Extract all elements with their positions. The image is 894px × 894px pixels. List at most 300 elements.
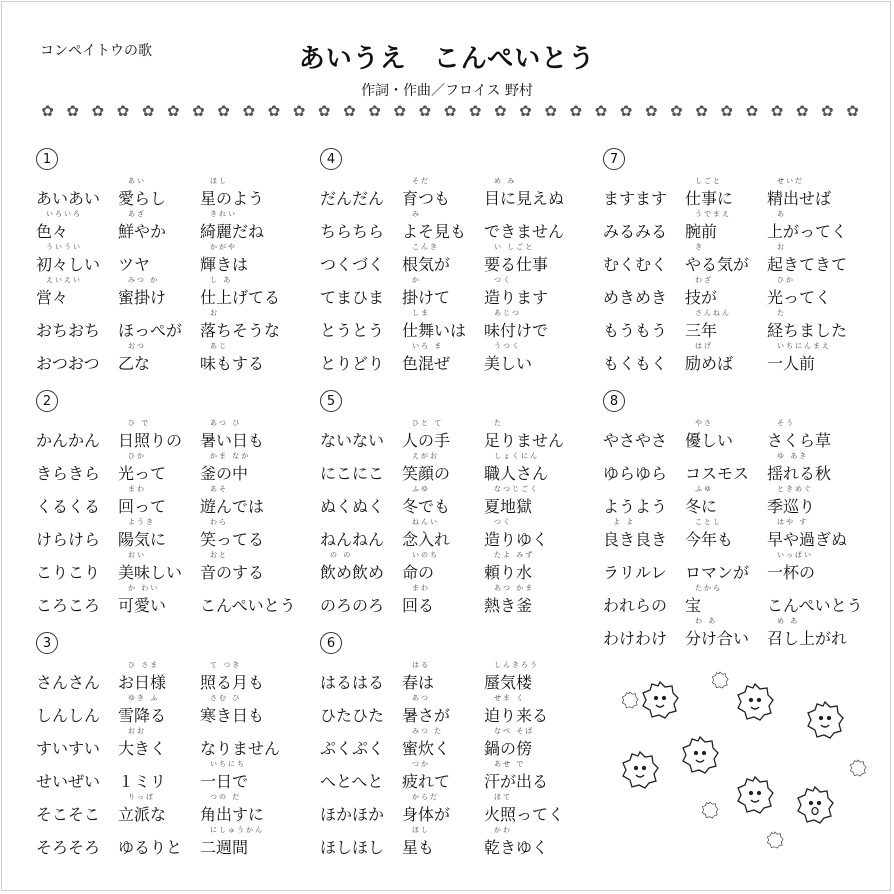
page-title: あいうえ こんぺいとう [298, 44, 596, 74]
furigana: たよ みず [494, 551, 535, 559]
lyric-text: 冬でも [402, 497, 451, 516]
furigana: はる [412, 661, 430, 669]
lyric-text: 営々 [36, 288, 69, 307]
lyric-word [484, 484, 594, 517]
lyric-word [200, 341, 310, 374]
lyric-word [118, 176, 200, 209]
lyric-word [484, 308, 594, 341]
furigana [320, 242, 402, 252]
lyric-text: 起きてきて [767, 255, 848, 274]
lyric-word [767, 242, 877, 275]
furigana: あつ かま [494, 584, 535, 592]
lyric-word [685, 308, 767, 341]
lyric-text: 経ちました [767, 321, 848, 340]
lyric-line [36, 517, 310, 550]
lyric-text: ロマンが [685, 563, 750, 582]
furigana [320, 693, 402, 703]
lyric-text: 色々 [36, 222, 69, 241]
lyric-word [685, 418, 767, 451]
lyric-text: 寒き日も [200, 706, 265, 725]
furigana [603, 484, 685, 494]
lyric-text: 蜜掛け [118, 288, 167, 307]
lyric-line [320, 275, 594, 308]
lyric-text: 鮮やか [118, 222, 167, 241]
lyric-word [767, 583, 877, 616]
furigana: そう [777, 419, 795, 427]
lyric-text: 宝 [685, 596, 702, 615]
lyric-line [320, 825, 594, 858]
lyric-text: へとへと [320, 772, 384, 791]
furigana: あざ [128, 210, 146, 218]
lyric-line [603, 308, 877, 341]
flower-icon: ✿ [720, 102, 733, 120]
konpeito-character [798, 787, 833, 823]
lyric-text: 一杯の [767, 563, 816, 582]
lyric-text: けらけら [36, 530, 101, 549]
lyric-text: さんさん [36, 673, 101, 692]
lyric-text: われらの [603, 596, 668, 615]
lyric-text: 造ります [484, 288, 549, 307]
furigana: あじ [210, 342, 228, 350]
furigana [36, 660, 118, 670]
furigana: みつ た [412, 727, 444, 735]
furigana [36, 451, 118, 461]
lyric-text: 星のよう [200, 189, 265, 208]
lyric-word [320, 176, 402, 209]
lyric-text: 三年 [685, 321, 718, 340]
lyric-line [603, 517, 877, 550]
lyric-word [200, 583, 310, 616]
lyric-line [320, 341, 594, 374]
lyric-line [36, 242, 310, 275]
lyric-line [603, 583, 877, 616]
lyric-text: てまひま [320, 288, 385, 307]
furigana: み [412, 210, 421, 218]
lyric-word [200, 825, 310, 858]
lyric-text: わけわけ [603, 629, 668, 648]
flower-icon: ✿ [317, 102, 331, 120]
verse-4 [320, 148, 594, 374]
furigana [603, 550, 685, 560]
lyric-word [118, 660, 200, 693]
furigana [36, 176, 118, 186]
lyric-line [36, 308, 310, 341]
lyric-text: ゆらゆら [603, 464, 668, 483]
konpeito-characters-illustration [610, 660, 870, 860]
lyric-word [603, 275, 685, 308]
lyric-word [402, 550, 484, 583]
lyric-word [767, 275, 877, 308]
lyric-text: 技が [685, 288, 718, 307]
furigana: ほて [494, 793, 512, 801]
furigana: て つき [210, 661, 242, 669]
lyric-word [320, 209, 402, 242]
flower-border [40, 104, 860, 124]
small-star [702, 802, 718, 818]
lyric-word [685, 550, 767, 583]
lyric-text: しんしん [36, 706, 101, 725]
lyric-text: 春は [402, 673, 435, 692]
lyric-line [36, 484, 310, 517]
lyric-text: 念入れ [402, 530, 451, 549]
lyric-word [320, 792, 402, 825]
lyric-word [484, 275, 594, 308]
lyric-word [603, 209, 685, 242]
furigana [36, 418, 118, 428]
lyric-word [603, 341, 685, 374]
furigana: ひか [128, 452, 146, 460]
furigana: えいえい [46, 276, 82, 284]
furigana [200, 583, 310, 593]
lyric-word [200, 242, 310, 275]
lyric-word [685, 341, 767, 374]
furigana [603, 418, 685, 428]
flower-icon: ✿ [418, 102, 432, 120]
lyric-line [603, 451, 877, 484]
lyric-text: 日照りの [118, 431, 183, 450]
flower-icon: ✿ [594, 102, 608, 120]
furigana [484, 209, 594, 219]
furigana: かわ [494, 826, 512, 834]
furigana: ゆ あき [777, 452, 809, 460]
verse-6 [320, 632, 594, 858]
furigana [320, 209, 402, 219]
furigana [320, 176, 402, 186]
lyric-word [685, 484, 767, 517]
furigana: まわ [128, 485, 146, 493]
furigana [320, 341, 402, 351]
furigana: そだ [412, 177, 430, 185]
lyric-text: 色混ぜ [402, 354, 451, 373]
furigana [200, 726, 310, 736]
lyric-word [118, 792, 200, 825]
lyric-text: 掛けて [402, 288, 451, 307]
furigana: にしゅうかん [210, 826, 264, 834]
lyric-word [320, 275, 402, 308]
lyric-text: 初々しい [36, 255, 101, 274]
lyric-word [402, 759, 484, 792]
lyric-word [118, 726, 200, 759]
lyric-word [603, 308, 685, 341]
lyric-text: のろのろ [320, 596, 385, 615]
lyric-word [402, 693, 484, 726]
lyric-text: 人の手 [402, 431, 451, 450]
lyric-line [603, 550, 877, 583]
lyric-text: 蜜炊く [402, 739, 451, 758]
furigana: うつく [494, 342, 521, 350]
lyric-word [320, 418, 402, 451]
lyric-word [36, 242, 118, 275]
flower-icon: ✿ [468, 102, 482, 120]
lyric-text: おつおつ [36, 354, 100, 373]
lyric-word [36, 517, 118, 550]
furigana: いのち [412, 551, 439, 559]
furigana: し あ [210, 276, 233, 284]
lyric-word [484, 792, 594, 825]
furigana [118, 825, 200, 835]
furigana: ひと て [412, 419, 444, 427]
furigana [320, 275, 402, 285]
furigana: なべ そば [494, 727, 535, 735]
lyric-text: ツヤ [118, 255, 151, 274]
lyric-word [767, 418, 877, 451]
furigana: こんき [412, 243, 439, 251]
flower-icon: ✿ [795, 102, 809, 120]
lyric-word [118, 693, 200, 726]
lyric-text: 光って [118, 464, 167, 483]
lyric-text: 揺れる秋 [767, 464, 832, 483]
lyric-line [320, 176, 594, 209]
lyric-text: ほしほし [320, 838, 385, 857]
lyric-line [36, 209, 310, 242]
furigana [320, 759, 402, 769]
lyric-text: １ミリ [118, 772, 167, 791]
lyric-text: ひたひた [320, 706, 385, 725]
lyric-text: 迫り来る [484, 706, 549, 725]
furigana: はげ [695, 342, 713, 350]
verse-1 [36, 148, 310, 374]
furigana: いろいろ [46, 210, 82, 218]
verse-number: 5 [320, 390, 342, 412]
lyric-word [200, 726, 310, 759]
lyric-word [118, 550, 200, 583]
furigana: ほし [412, 826, 430, 834]
lyric-text: 鍋の傍 [484, 739, 533, 758]
furigana: め あ [777, 617, 800, 625]
lyric-word [118, 275, 200, 308]
lyric-word [200, 275, 310, 308]
lyric-word [118, 583, 200, 616]
konpeito-character [623, 752, 658, 788]
flower-icon: ✿ [619, 102, 633, 120]
lyric-word [320, 693, 402, 726]
furigana: ほし [210, 177, 228, 185]
furigana: わら [210, 518, 228, 526]
lyric-line [36, 451, 310, 484]
lyric-text: 召し上がれ [767, 629, 848, 648]
lyric-word [767, 616, 877, 649]
lyric-text: 分け合い [685, 629, 750, 648]
lyric-word [200, 759, 310, 792]
flower-icon: ✿ [644, 102, 658, 120]
flower-icon: ✿ [695, 102, 708, 120]
lyric-text: ねんねん [320, 530, 385, 549]
lyric-word [685, 176, 767, 209]
lyric-text: さくら草 [767, 431, 832, 450]
konpeito-character [643, 682, 678, 718]
furigana [320, 308, 402, 318]
furigana [118, 759, 200, 769]
lyric-word [118, 825, 200, 858]
lyric-word [767, 209, 877, 242]
furigana: おお [128, 727, 146, 735]
furigana [685, 451, 767, 461]
lyric-line [603, 418, 877, 451]
lyric-line [320, 550, 594, 583]
konpeito-character [808, 702, 843, 738]
lyric-word [118, 341, 200, 374]
furigana [36, 550, 118, 560]
verse-5 [320, 390, 594, 616]
lyric-text: はるはる [320, 673, 385, 692]
lyric-line [603, 341, 877, 374]
lyric-word [603, 583, 685, 616]
furigana: わ あ [695, 617, 718, 625]
lyric-text: ラリルレ [603, 563, 667, 582]
furigana: の の [330, 551, 353, 559]
lyric-line [320, 583, 594, 616]
flower-icon: ✿ [192, 102, 205, 120]
lyric-word [484, 242, 594, 275]
lyric-text: 一日で [200, 772, 249, 791]
lyric-text: 仕上げてる [200, 288, 281, 307]
small-star [850, 760, 866, 776]
lyric-text: 味もする [200, 354, 265, 373]
lyric-line [320, 209, 594, 242]
lyric-word [767, 550, 877, 583]
lyric-word [36, 759, 118, 792]
lyric-word [484, 583, 594, 616]
furigana [36, 308, 118, 318]
lyric-word [118, 759, 200, 792]
lyric-text: できません [484, 222, 565, 241]
furigana [118, 242, 200, 252]
furigana: しんきろう [494, 661, 539, 669]
furigana: ひ さま [128, 661, 160, 669]
furigana: め み [494, 177, 517, 185]
lyric-word [36, 209, 118, 242]
lyric-word [767, 451, 877, 484]
lyric-text: 一人前 [767, 354, 816, 373]
furigana: なつじごく [494, 485, 539, 493]
lyric-text: 角出すに [200, 805, 265, 824]
furigana: おと [210, 551, 228, 559]
furigana: つく [494, 276, 512, 284]
lyric-word [603, 550, 685, 583]
furigana: おつ [128, 342, 146, 350]
lyric-text: もうもう [603, 321, 668, 340]
lyric-word [36, 308, 118, 341]
furigana [320, 451, 402, 461]
lyric-text: くるくる [36, 497, 101, 516]
lyric-line [320, 759, 594, 792]
lyric-word [484, 517, 594, 550]
lyric-line [320, 418, 594, 451]
furigana: きれい [210, 210, 237, 218]
lyric-line [320, 517, 594, 550]
flower-icon: ✿ [393, 102, 406, 120]
lyric-word [320, 451, 402, 484]
lyric-word [320, 242, 402, 275]
verse-8 [603, 390, 877, 649]
lyric-word [200, 308, 310, 341]
flower-icon: ✿ [821, 102, 834, 120]
konpeito-character [683, 737, 718, 773]
lyric-text: こりこり [36, 563, 101, 582]
lyric-text: 味付けで [484, 321, 549, 340]
lyric-text: めきめき [603, 288, 668, 307]
lyric-word [200, 418, 310, 451]
furigana: おい [128, 551, 146, 559]
lyric-text: 雪降る [118, 706, 167, 725]
lyric-line [320, 660, 594, 693]
furigana: ゆき ふ [128, 694, 160, 702]
lyric-word [200, 517, 310, 550]
verse-3 [36, 632, 310, 858]
lyric-word [767, 176, 877, 209]
lyric-word [320, 660, 402, 693]
lyric-text: 可愛い [118, 596, 167, 615]
lyric-text: 冬に [685, 497, 718, 516]
furigana [36, 583, 118, 593]
lyric-word [685, 451, 767, 484]
lyric-word [402, 209, 484, 242]
credits: 作詞・作曲／フロイス 野村 [361, 83, 533, 99]
small-star [622, 692, 638, 708]
lyric-text: 上がってく [767, 222, 848, 241]
lyric-text: 蜃気楼 [484, 673, 533, 692]
furigana: しょくにん [494, 452, 539, 460]
furigana: たから [695, 584, 722, 592]
lyric-word [484, 550, 594, 583]
lyric-text: 造りゆく [484, 530, 549, 549]
lyric-text: 暑い日も [200, 431, 265, 450]
lyric-text: 陽気に [118, 530, 167, 549]
lyric-text: 目に見えぬ [484, 189, 565, 208]
lyric-word [36, 825, 118, 858]
furigana: せま く [494, 694, 526, 702]
lyric-word [320, 825, 402, 858]
furigana [320, 418, 402, 428]
lyric-word [402, 176, 484, 209]
lyric-word [484, 660, 594, 693]
lyric-word [484, 825, 594, 858]
lyric-line [36, 275, 310, 308]
lyric-line [36, 550, 310, 583]
lyric-word [36, 484, 118, 517]
lyric-text: 音のする [200, 563, 265, 582]
furigana: わざ [695, 276, 713, 284]
flower-icon: ✿ [343, 102, 356, 120]
furigana: お [777, 243, 786, 251]
furigana [320, 660, 402, 670]
furigana: みつ か [128, 276, 160, 284]
lyric-word [320, 341, 402, 374]
furigana: いろ ま [412, 342, 444, 350]
lyric-text: 育つも [402, 189, 451, 208]
lyric-word [36, 341, 118, 374]
lyric-text: 二週間 [200, 838, 249, 857]
lyric-text: 仕舞いは [402, 321, 467, 340]
furigana: かま なか [210, 452, 251, 460]
lyric-text: ようよう [603, 497, 668, 516]
furigana: ようき [128, 518, 155, 526]
flower-icon: ✿ [745, 102, 759, 120]
lyric-word [603, 484, 685, 517]
lyric-word [320, 550, 402, 583]
furigana: えがお [412, 452, 439, 460]
furigana: いちにんまえ [777, 342, 831, 350]
lyric-line [320, 726, 594, 759]
lyric-word [200, 451, 310, 484]
furigana [320, 517, 402, 527]
furigana: ひ で [128, 419, 151, 427]
lyric-text: ますます [603, 189, 668, 208]
lyric-text: 夏地獄 [484, 497, 533, 516]
furigana [685, 550, 767, 560]
lyric-word [36, 693, 118, 726]
furigana: あつ ひ [210, 419, 242, 427]
